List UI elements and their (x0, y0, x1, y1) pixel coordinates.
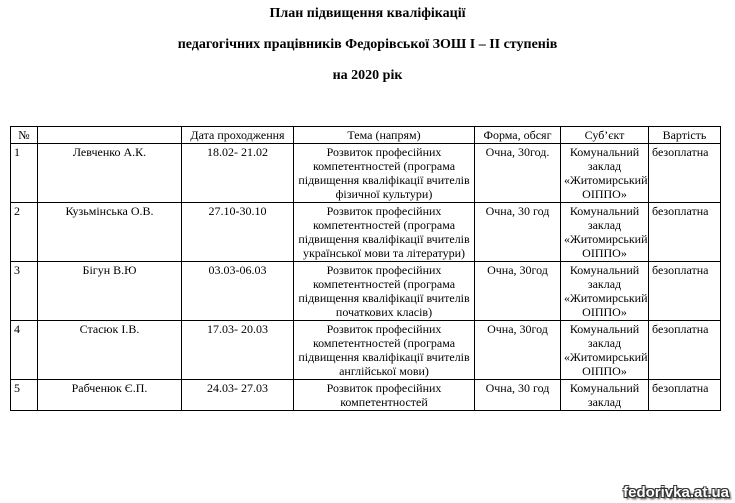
training-form: Очна, 30 год (475, 203, 561, 262)
teacher-name: Стасюк І.В. (38, 321, 182, 380)
document-title: План підвищення кваліфікації (269, 6, 466, 21)
teacher-name: Левченко А.К. (38, 144, 182, 203)
teacher-name: Бігун В.Ю (38, 262, 182, 321)
header-name (38, 127, 182, 144)
table-row (11, 262, 721, 321)
training-subject: Комунальний заклад «Житомирський ОІППО» (561, 321, 649, 380)
training-topic: Розвиток професійних компетентностей (програма підвищення кваліфікації вчителів початкових класів) (294, 262, 475, 321)
table-row (11, 380, 721, 411)
teacher-name: Кузьмінська О.В. (38, 203, 182, 262)
table-row (11, 203, 721, 262)
table-header-row (11, 127, 721, 144)
training-form: Очна, 30год (475, 262, 561, 321)
training-cost: безоплатна (649, 144, 721, 203)
training-form: Очна, 30год. (475, 144, 561, 203)
training-plan-table (10, 126, 721, 411)
training-topic: Розвиток професійних компетентностей (програма підвищення кваліфікації вчителів англійської мови) (294, 321, 475, 380)
row-number: 4 (11, 321, 38, 380)
training-form: Очна, 30год (475, 321, 561, 380)
row-number: 3 (11, 262, 38, 321)
header-topic: Тема (напрям) (294, 127, 475, 144)
training-cost: безоплатна (649, 262, 721, 321)
header-date: Дата проходження (182, 127, 294, 144)
training-subject: Комунальний заклад (561, 380, 649, 411)
training-topic: Розвиток професійних компетентностей (294, 380, 475, 411)
training-date: 27.10-30.10 (182, 203, 294, 262)
table-row (11, 321, 721, 380)
row-number: 2 (11, 203, 38, 262)
row-number: 1 (11, 144, 38, 203)
training-date: 24.03- 27.03 (182, 380, 294, 411)
training-subject: Комунальний заклад «Житомирський ОІППО» (561, 203, 649, 262)
document-subtitle: педагогічних працівників Федорівської ЗОШ І – ІІ ступенів (177, 37, 558, 52)
header-subject: Суб’єкт (561, 127, 649, 144)
teacher-name: Рабченюк Є.П. (38, 380, 182, 411)
training-topic: Розвиток професійних компетентностей (програма підвищення кваліфікації вчителів української мови та літератури) (294, 203, 475, 262)
training-date: 17.03- 20.03 (182, 321, 294, 380)
training-date: 18.02- 21.02 (182, 144, 294, 203)
header-form: Форма, обсяг (475, 127, 561, 144)
row-number: 5 (11, 380, 38, 411)
header-number: № (11, 127, 38, 144)
header-cost: Вартість (649, 127, 721, 144)
training-topic: Розвиток професійних компетентностей (програма підвищення кваліфікації вчителів фізичної культури) (294, 144, 475, 203)
training-cost: безоплатна (649, 321, 721, 380)
site-watermark: fedorivka.at.ua (623, 484, 729, 501)
training-cost: безоплатна (649, 203, 721, 262)
training-subject: Комунальний заклад «Житомирський ОІППО» (561, 262, 649, 321)
table-row (11, 144, 721, 203)
training-subject: Комунальний заклад «Житомирський ОІППО» (561, 144, 649, 203)
training-cost: безоплатна (649, 380, 721, 411)
training-form: Очна, 30 год (475, 380, 561, 411)
training-date: 03.03-06.03 (182, 262, 294, 321)
document-year: на 2020 рік (332, 68, 403, 83)
